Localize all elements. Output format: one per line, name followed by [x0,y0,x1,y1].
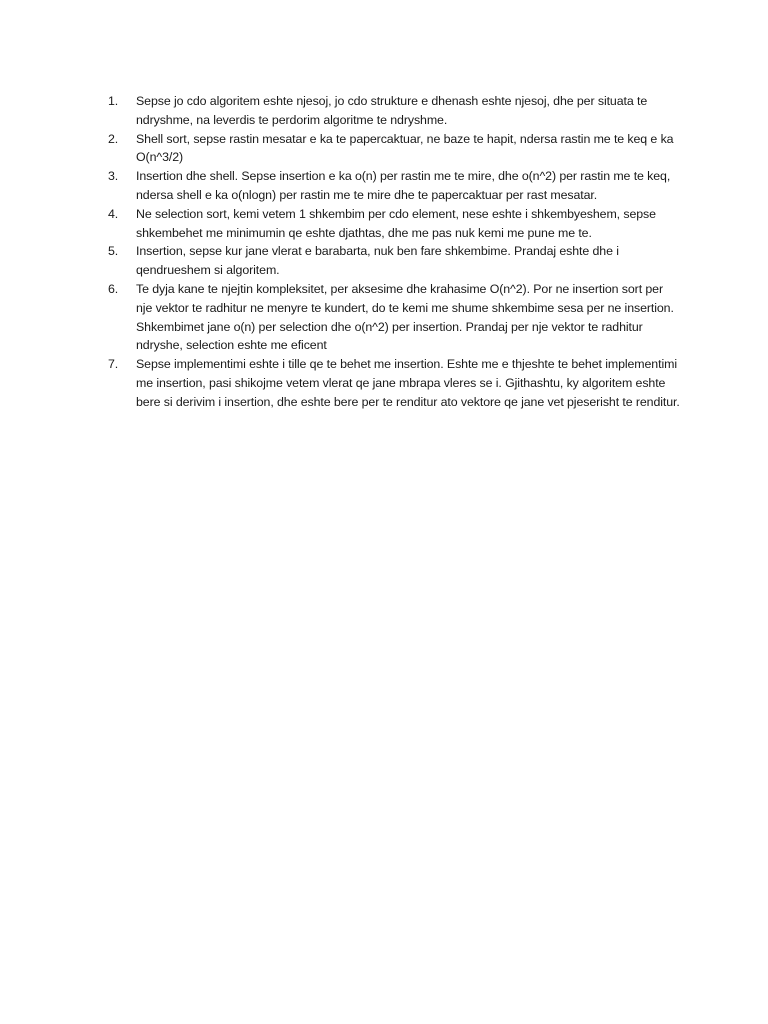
list-item-number: 2. [108,131,119,146]
list-item [108,167,680,205]
list-item-number: 5. [108,244,119,259]
list-item-text: Sepse jo cdo algoritem eshte njesoj, jo cdo strukture e dhenash eshte njesoj, dhe per situata te ndryshme, na leverdis te perdorim algoritme te ndryshme. [136,94,648,127]
list-item-number: 3. [108,169,119,184]
list-item [108,280,680,355]
list-item-number: 7. [108,357,119,372]
list-item [108,242,680,280]
list-item-text: Sepse implementimi eshte i tille qe te behet me insertion. Eshte me e thjeshte te behet implementimi me insertion, pasi shikojme vetem vlerat qe jane mbrapa vleres se i. Gjithashtu, ky algoritem eshte bere si derivim i insertion, dhe eshte bere per te renditur ato vektore qe jane vet pjeserisht te renditur. [136,357,680,409]
list-item-number: 6. [108,281,119,296]
list-item-number: 1. [108,94,119,108]
answer-list [108,92,680,412]
list-item-text: Ne selection sort, kemi vetem 1 shkembim per cdo element, nese eshte i shkembyeshem, sepse shkembehet me minimumin qe eshte djathtas, dhe me pas nuk kemi me pune me te. [136,206,656,240]
list-item [108,355,680,411]
list-item [108,92,680,130]
list-item-text: Te dyja kane te njejtin kompleksitet, per aksesime dhe krahasime O(n^2). Por ne insertion sort per nje vektor te radhitur ne menyre te kundert, do te kemi me shume shkembime sesa per ne insertion. Shkembimet jane o(n) per selection dhe o(n^2) per insertion. Prandaj per nje vektor te radhitur ndryshe, selection eshte me eficent [136,281,674,353]
list-item-number: 4. [108,206,119,221]
list-item-text: Insertion dhe shell. Sepse insertion e ka o(n) per rastin me te mire, dhe o(n^2) per rastin me te keq, ndersa shell e ka o(nlogn) per rastin me te mire dhe te papercaktuar per rast mesatar. [136,169,671,202]
list-item [108,205,680,243]
list-item [108,130,680,168]
list-item-text: Insertion, sepse kur jane vlerat e barabarta, nuk ben fare shkembime. Prandaj eshte dhe i qendrueshem si algoritem. [136,244,619,278]
list-item-text: Shell sort, sepse rastin mesatar e ka te papercaktuar, ne baze te hapit, ndersa rastin me te keq e ka O(n^3/2) [136,131,674,165]
